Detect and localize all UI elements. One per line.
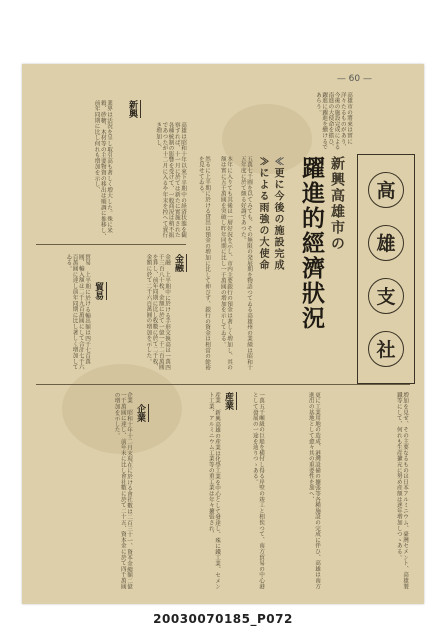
body-column: 一萬五千噸級の巨船を横付し得る岸壁の竣工と相俟つて、南方貿易の中心港として發展の一途を辿りつゝある。 [251, 392, 264, 590]
wave-decoration: ≪ [272, 156, 283, 168]
wave-decoration: ≫ [257, 156, 268, 168]
bureau-char: 支 [368, 278, 404, 314]
body-column: 高雄市の將來は實に洋々たるものがあり、今後の施設完成による南進の大使命を擔ひ、躍進に躍進を續けるであらう。 [314, 92, 352, 150]
headline-subtitle-2 [255, 156, 270, 316]
headline-main: 躍進的經濟狀況 [298, 156, 325, 331]
body-column: 五萬七千圓を以てみても、その無限の発展期を物語つてゐる高雄州の業績は昭和十五年度に於て頗る好調であつた。 [239, 156, 252, 371]
body-column: 企業 昭和十年十二月末現在に於ける會社數は二百三十一、資本金總額二億一千萬圓に達し、前年末に比し會社數に於て二十五、資本金に於て四千萬圓の増加を示した。 [113, 392, 132, 590]
section-label-kigyo: 企業 [134, 404, 149, 422]
section-label-boeki: 貿易 [92, 282, 107, 300]
body-column: 然るに上半期に於ける貸出は預金の増加に比して伸びず、銀行の資金は相當の餘裕を見せてゐる。 [197, 156, 210, 371]
body-column: 貿易 上半期に於ける輸出額は四千七百萬圓、輸入額は二千九百萬圓にして合計七千六百萬圓に達し前年同期に比し著しく増加してゐる。 [65, 254, 90, 370]
body-column: 業界は活況を呈し取引高も著しく増大した。殊に米穀、砂糖、木材等の主要物資の移出は順調に推移し、前年同期に比し何れも増加を示し、 [93, 100, 112, 240]
bureau-char: 雄 [368, 225, 404, 261]
divider [36, 244, 186, 245]
document-page [22, 64, 424, 604]
body-column: 本年に入りても其後は一層好況を示し、市内主要銀行の預金は著しく増加し、其の額は實に五千萬圓を突破し昨年同期に比し一千萬圓の増加を示してゐる。 [219, 156, 232, 371]
divider [36, 384, 410, 385]
section-label-sangyo: 産業 [222, 392, 237, 410]
section-label-shinko: 新興 [126, 100, 141, 118]
page-number: — 60 — [336, 74, 372, 84]
section-label-kinyu: 金融 [172, 254, 187, 272]
body-column: 更に工業用地の造成、港灣設備の擴張等各種施設の完成に伴ひ、高雄は南方進出の基地として愈々其の重要性を加へ、 [307, 392, 320, 590]
headline-subtitle-1 [270, 156, 285, 316]
bureau-char: 高 [368, 172, 404, 208]
body-column: 高雄は昭和十年以來下半期中の経済状態を観察すれば、十一月に於ては新たに實施された各種統制の影響を受けて、一般商況は稍不振であつたが十二月に入るや年末を控へて賣行き増加し、 [155, 122, 186, 238]
body-column: 増加を見せ、その主要なるものは日本アルミニウム、臺灣セメント、高雄製鐵等にして、何れも生産擴充に努め産額は逐年増加しつゝある。 [395, 392, 408, 590]
body-column: 産業 新興高雄の産業は化學工業を中心として發達し、殊に鐵工業、セメント工業、アルミニウム工業等の重工業は年々擴張され、 [207, 392, 220, 590]
bureau-title-box [357, 154, 415, 384]
subtitle-text: による雨強の大使命 [257, 167, 268, 271]
bureau-char: 社 [368, 331, 404, 367]
subtitle-text: 更に今後の施設完成 [272, 167, 283, 271]
headline-sub: 新興高雄市の [329, 156, 345, 252]
body-column: 金融 上半期中に於ける手形交換高は一萬四千三百八十枚、金額に於て一億一千二百萬圓を算し、前年同期に比し枚數に於て二千枚、金額に於て二千六百萬圓の増加を示した。 [145, 254, 170, 371]
image-caption: 20030070185_P072 [153, 612, 293, 626]
